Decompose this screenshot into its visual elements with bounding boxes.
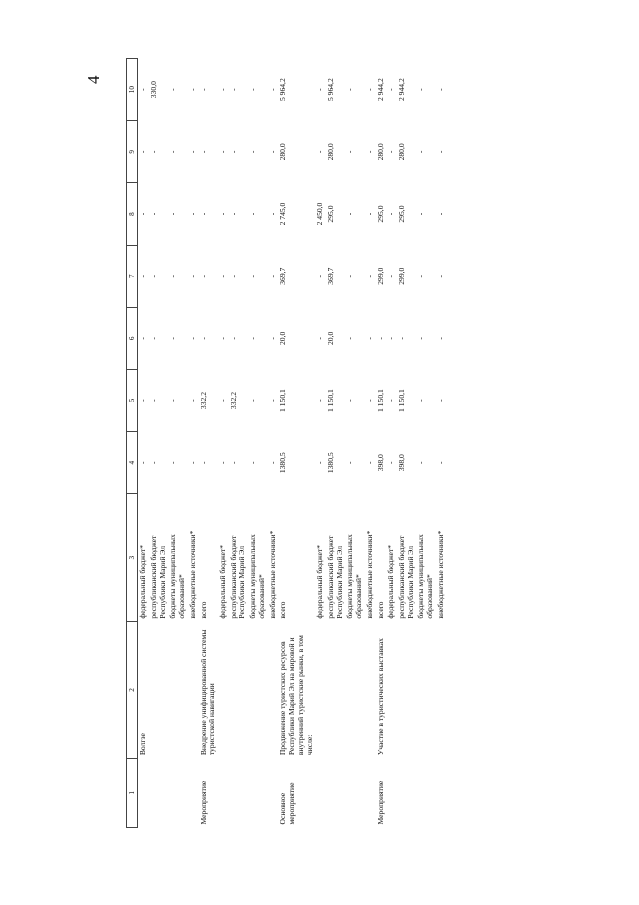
row-type-cell: Мероприятие [198,780,208,825]
value-cell-col-8: - [228,212,238,216]
value-cell-col-9: - [416,150,426,154]
value-cell-col-4: 1380,5 [278,452,288,474]
value-cell-col-4: - [416,461,426,464]
row-title-cell [416,622,435,759]
value-cell-col-8: - [149,212,158,216]
value-cell-col-5: - [315,399,325,402]
value-cell-col-5: - [138,399,148,402]
value-cell-col-10: - [138,88,148,91]
value-cell-col-6: - [138,337,148,340]
row-title-cell [248,622,267,759]
value-cell-col-5: - [267,399,277,402]
column-header-3: 3 [127,494,138,622]
column-header-1: 1 [127,758,138,827]
table-row [248,59,267,828]
value-cell-col-9: - [315,150,325,154]
column-header-7: 7 [127,245,138,307]
column-header-4: 4 [127,432,138,494]
value-cell-col-10: - [248,88,258,91]
value-cell-col-9: 280,0 [325,143,335,161]
value-cell-col-4: - [138,461,148,464]
table-row [326,59,345,828]
row-title-cell [436,622,447,759]
value-cell-col-4: - [218,461,228,464]
column-header-10: 10 [127,59,138,121]
value-cell-col-6: - [228,337,238,340]
value-cell-col-9: - [435,150,445,154]
funding-source-cell: внебюджетные источники* [364,530,374,619]
value-cell-col-8: 2 745,0 [278,202,288,226]
value-cell-col-4: 398,0 [396,454,406,472]
funding-source-cell: всего [198,601,208,619]
value-cell-col-7: - [435,274,445,278]
value-cell-col-9: - [364,150,374,154]
row-title-cell [365,622,376,759]
column-header-6: 6 [127,307,138,369]
value-cell-col-7: - [416,274,426,278]
value-cell-col-8: - [198,212,208,216]
table-row [416,59,435,828]
funding-source-cell: федеральный бюджет* [315,544,325,619]
value-cell-col-9: - [149,150,158,154]
row-title-cell [168,622,187,759]
value-cell-col-9: - [345,150,355,154]
value-cell-col-9: - [138,150,148,154]
value-cell-col-5: 332,2 [198,392,208,410]
value-cell-col-4: - [345,461,355,464]
header-row [127,59,138,828]
row-title-cell [188,622,199,759]
funding-source-cell: федеральный бюджет* [138,544,148,619]
value-cell-col-5: - [248,399,258,402]
value-cell-col-6: - [315,337,325,340]
row-title-cell [149,622,168,759]
table-row [138,59,149,828]
value-cell-col-8: - [138,212,148,216]
budget-table [126,58,447,828]
row-title-cell [229,622,248,759]
value-cell-col-5: - [345,399,355,402]
value-cell-col-9: 280,0 [396,143,406,161]
value-cell-col-7: - [187,274,197,278]
funding-source-cell: республиканский бюджет Республики Марий Эл [396,535,415,619]
value-cell-col-5: - [435,399,445,402]
table-row [345,59,364,828]
value-cell-col-10: 2 944,2 [375,78,385,102]
table-body [138,59,447,828]
table-row [397,59,416,828]
value-cell-col-6: - [416,337,426,340]
funding-source-cell: бюджеты муниципальных образований* [416,534,435,619]
table-row [218,59,229,828]
row-title-cell [397,622,416,759]
value-cell-col-9: - [386,150,396,154]
value-cell-col-6: - [149,337,158,340]
value-cell-col-6: - [168,337,178,340]
table-row [386,59,397,828]
funding-source-cell: бюджеты муниципальных образований* [248,534,266,619]
value-cell-col-4: - [168,461,178,464]
value-cell-col-7: - [228,274,238,278]
funding-source-cell: бюджеты муниципальных образований* [345,534,364,619]
value-cell-col-4: - [149,461,158,464]
value-cell-col-4: - [315,461,325,464]
value-cell-col-5: 1 150,1 [375,389,385,412]
value-cell-col-10: - [187,88,197,91]
value-cell-col-6: - [345,337,355,340]
value-cell-col-8: 295,0 [325,205,335,223]
funding-source-cell: республиканский бюджет Республики Марий Эл [149,535,167,619]
value-cell-col-5: 1 150,1 [278,389,288,412]
value-cell-col-10: - [435,88,445,91]
column-header-2: 2 [127,622,138,759]
table-row [365,59,376,828]
column-header-5: 5 [127,369,138,431]
value-cell-col-8: - [267,212,277,216]
table-row [188,59,199,828]
row-title-cell: Участие в туристических выставках [375,638,385,756]
funding-source-cell: федеральный бюджет* [218,544,228,619]
value-cell-col-6: 20,0 [278,331,288,346]
value-cell-col-4: - [187,461,197,464]
value-cell-col-4: - [198,461,208,464]
funding-source-cell: внебюджетные источники* [267,530,277,619]
table-row [376,59,387,828]
value-cell-col-7: - [248,274,258,278]
value-cell-col-6: - [198,337,208,340]
row-type-cell [386,758,397,827]
value-cell-col-6: - [267,337,277,340]
row-type-cell: Мероприятие [375,780,385,825]
value-cell-col-7: - [149,274,158,278]
value-cell-col-8: 295,0 [375,205,385,223]
value-cell-col-6: - [187,337,197,340]
row-title-cell [386,622,397,759]
value-cell-col-5: - [416,399,426,402]
value-cell-col-8: - [435,212,445,216]
value-cell-col-4: - [248,461,258,464]
funding-source-cell: всего [278,601,288,619]
value-cell-col-8: 2 450,0 [315,202,325,226]
value-cell-col-7: - [345,274,355,278]
value-cell-col-7: - [198,274,208,278]
value-cell-col-5: 332,2 [228,392,238,410]
row-type-cell [268,758,279,827]
row-title-cell [326,622,345,759]
value-cell-col-10: - [364,88,374,91]
value-cell-col-4: - [267,461,277,464]
column-header-9: 9 [127,121,138,183]
value-cell-col-8: - [345,212,355,216]
row-type-cell: Основное мероприятие [278,782,297,825]
value-cell-col-10: - [168,88,178,91]
value-cell-col-10: - [198,88,208,91]
value-cell-col-5: - [386,399,396,402]
value-cell-col-10: 5 964,2 [278,78,288,102]
value-cell-col-4: - [435,461,445,464]
value-cell-col-8: - [386,212,396,216]
value-cell-col-4: - [386,461,396,464]
table-row [315,59,326,828]
funding-source-cell: внебюджетные источники* [187,530,197,619]
row-title-cell [315,622,326,759]
value-cell-col-10: 2 944,2 [396,78,406,102]
value-cell-col-5: - [187,399,197,402]
table-row [199,59,218,828]
row-type-cell [326,758,345,827]
value-cell-col-10: - [345,88,355,91]
value-cell-col-10: - [228,88,238,91]
funding-source-cell: внебюджетные источники* [435,530,445,619]
value-cell-col-9: - [198,150,208,154]
value-cell-col-10: 330,0 [149,81,158,99]
value-cell-col-6: - [364,337,374,340]
row-type-cell [218,758,229,827]
value-cell-col-10: - [218,88,228,91]
value-cell-col-7: 299,0 [375,267,385,285]
row-title-cell [345,622,364,759]
rotated-table-sheet [126,58,624,828]
value-cell-col-5: - [218,399,228,402]
row-type-cell [416,758,435,827]
row-type-cell [149,758,168,827]
value-cell-col-6: - [248,337,258,340]
row-type-cell [345,758,364,827]
value-cell-col-6: - [218,337,228,340]
value-cell-col-4: - [364,461,374,464]
funding-source-cell: республиканский бюджет Республики Марий Эл [228,535,247,619]
value-cell-col-6: - [375,337,385,340]
value-cell-col-8: - [168,212,178,216]
table-row [278,59,315,828]
value-cell-col-9: - [267,150,277,154]
value-cell-col-7: - [386,274,396,278]
value-cell-col-8: - [248,212,258,216]
row-title-cell: Внедрение унифицированной системы туристской навигации [198,629,217,756]
value-cell-col-10: - [315,88,325,91]
table-row [268,59,279,828]
row-type-cell [365,758,376,827]
row-title-cell: Продвижение туристских ресурсов Республики Марий Эл на мировой и внутренний туристские рынки, в том числе: [278,635,314,756]
value-cell-col-5: - [149,399,158,402]
value-cell-col-4: - [228,461,238,464]
row-type-cell [138,758,149,827]
value-cell-col-9: 280,0 [278,143,288,161]
row-title-cell: Волгзе [138,733,148,756]
value-cell-col-7: 369,7 [278,267,288,285]
row-type-cell [168,758,187,827]
value-cell-col-7: - [364,274,374,278]
value-cell-col-8: - [187,212,197,216]
value-cell-col-7: - [267,274,277,278]
funding-source-cell: бюджеты муниципальных образований* [168,534,187,619]
value-cell-col-8: 295,0 [396,205,406,223]
value-cell-col-8: - [364,212,374,216]
value-cell-col-9: 280,0 [375,143,385,161]
table-row [229,59,248,828]
row-type-cell [436,758,447,827]
table-row [168,59,187,828]
column-header-8: 8 [127,183,138,245]
row-type-cell [248,758,267,827]
value-cell-col-5: 1 150,1 [396,389,406,412]
value-cell-col-9: - [168,150,178,154]
value-cell-col-5: - [168,399,178,402]
value-cell-col-6: - [435,337,445,340]
value-cell-col-10: - [267,88,277,91]
value-cell-col-5: - [364,399,374,402]
row-type-cell [315,758,326,827]
value-cell-col-7: - [138,274,148,278]
value-cell-col-7: - [315,274,325,278]
value-cell-col-7: - [218,274,228,278]
value-cell-col-8: - [218,212,228,216]
funding-source-cell: республиканский бюджет Республики Марий Эл [325,535,344,619]
table-row [149,59,168,828]
row-title-cell [268,622,279,759]
value-cell-col-9: - [187,150,197,154]
value-cell-col-9: - [228,150,238,154]
row-type-cell [229,758,248,827]
value-cell-col-7: - [168,274,178,278]
value-cell-col-8: - [416,212,426,216]
value-cell-col-7: 369,7 [325,267,335,285]
value-cell-col-9: - [218,150,228,154]
value-cell-col-6: - [396,337,406,340]
value-cell-col-10: 5 964,2 [325,78,335,102]
table-row [436,59,447,828]
value-cell-col-6: - [386,337,396,340]
page-number: 4 [84,75,103,84]
value-cell-col-4: 1380,5 [325,452,335,474]
row-type-cell [397,758,416,827]
value-cell-col-6: 20,0 [325,331,335,346]
value-cell-col-10: - [386,88,396,91]
funding-source-cell: федеральный бюджет* [386,544,396,619]
row-title-cell [218,622,229,759]
value-cell-col-5: 1 150,1 [325,389,335,412]
value-cell-col-4: 398,0 [375,454,385,472]
funding-source-cell: всего [375,601,385,619]
value-cell-col-9: - [248,150,258,154]
value-cell-col-7: 299,0 [396,267,406,285]
row-type-cell [188,758,199,827]
value-cell-col-10: - [416,88,426,91]
